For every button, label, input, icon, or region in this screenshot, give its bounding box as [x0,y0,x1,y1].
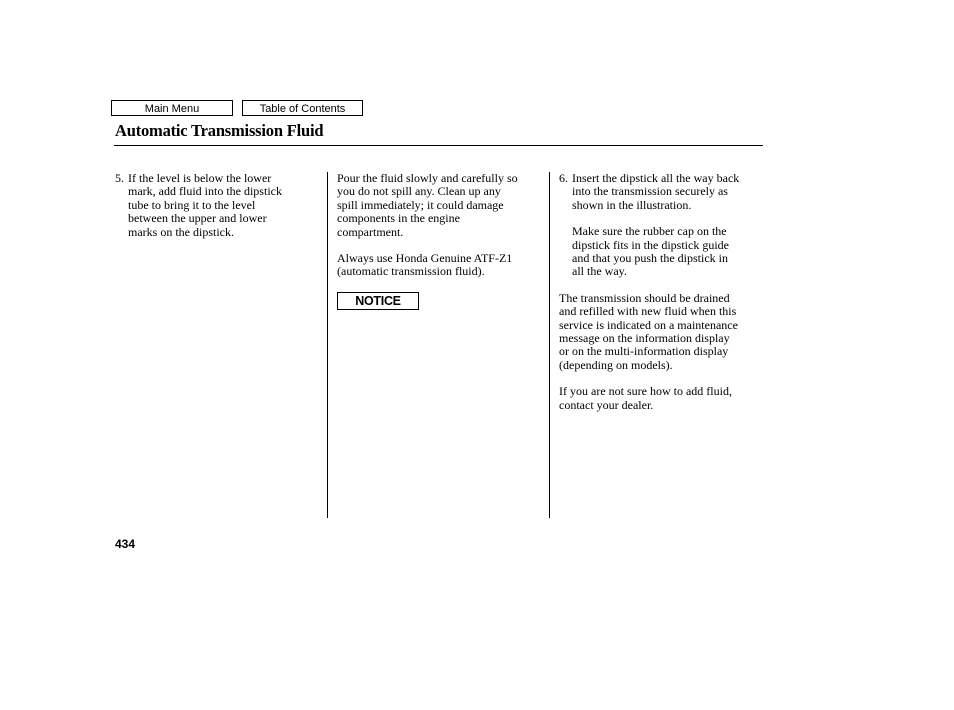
main-menu-button[interactable]: Main Menu [111,100,233,116]
text-line: message on the information display [559,331,730,346]
text-line: and that you push the dipstick in [572,251,728,266]
text-line: Pour the fluid slowly and carefully so [337,171,518,185]
page-title: Automatic Transmission Fluid [115,121,324,140]
text-line: (depending on models). [559,357,673,372]
right-column [559,172,769,412]
pour-paragraph [337,172,547,239]
notice-badge: NOTICE [337,292,419,310]
text-line: If the level is below the lower [128,171,272,185]
text-line: marks on the dipstick. [128,224,234,239]
text-line: or on the multi-information display [559,344,729,359]
step-5 [115,172,320,239]
text-line: Always use Honda Genuine ATF-Z1 [337,251,513,266]
page-number: 434 [115,537,136,551]
text-line: all the way. [572,264,627,279]
text-line: contact your dealer. [559,397,654,412]
step-6-text [572,172,739,212]
rubber-cap-paragraph [572,225,769,279]
text-line: between the upper and lower [128,211,267,226]
step-6-number: 6. [559,171,568,185]
column-divider-2 [549,172,550,518]
text-line: components in the engine [337,211,460,226]
text-line: service is indicated on a maintenance [559,317,738,332]
text-line: (automatic transmission fluid). [337,264,485,279]
text-line: Make sure the rubber cap on the [572,224,727,239]
dealer-paragraph [559,385,769,412]
text-line: spill immediately; it could damage [337,197,504,212]
text-line: you do not spill any. Clean up any [337,184,501,199]
table-of-contents-button[interactable]: Table of Contents [242,100,363,116]
text-line: If you are not sure how to add fluid, [559,384,732,399]
step-6 [559,172,769,212]
text-line: mark, add fluid into the dipstick [128,184,282,199]
text-line: dipstick fits in the dipstick guide [572,237,729,252]
text-line: Insert the dipstick all the way back [572,171,740,185]
text-line: into the transmission securely as [572,184,728,199]
text-line: tube to bring it to the level [128,197,256,212]
text-line: and refilled with new fluid when this [559,304,737,319]
step-5-text [128,172,282,239]
middle-column [337,172,547,279]
step-5-number: 5. [115,171,124,185]
text-line: compartment. [337,224,404,239]
text-line: shown in the illustration. [572,197,692,212]
column-divider-1 [327,172,328,518]
text-line: The transmission should be drained [559,290,730,305]
left-column [115,172,320,239]
drain-paragraph [559,292,769,372]
atf-paragraph [337,252,547,279]
title-divider [114,145,763,146]
